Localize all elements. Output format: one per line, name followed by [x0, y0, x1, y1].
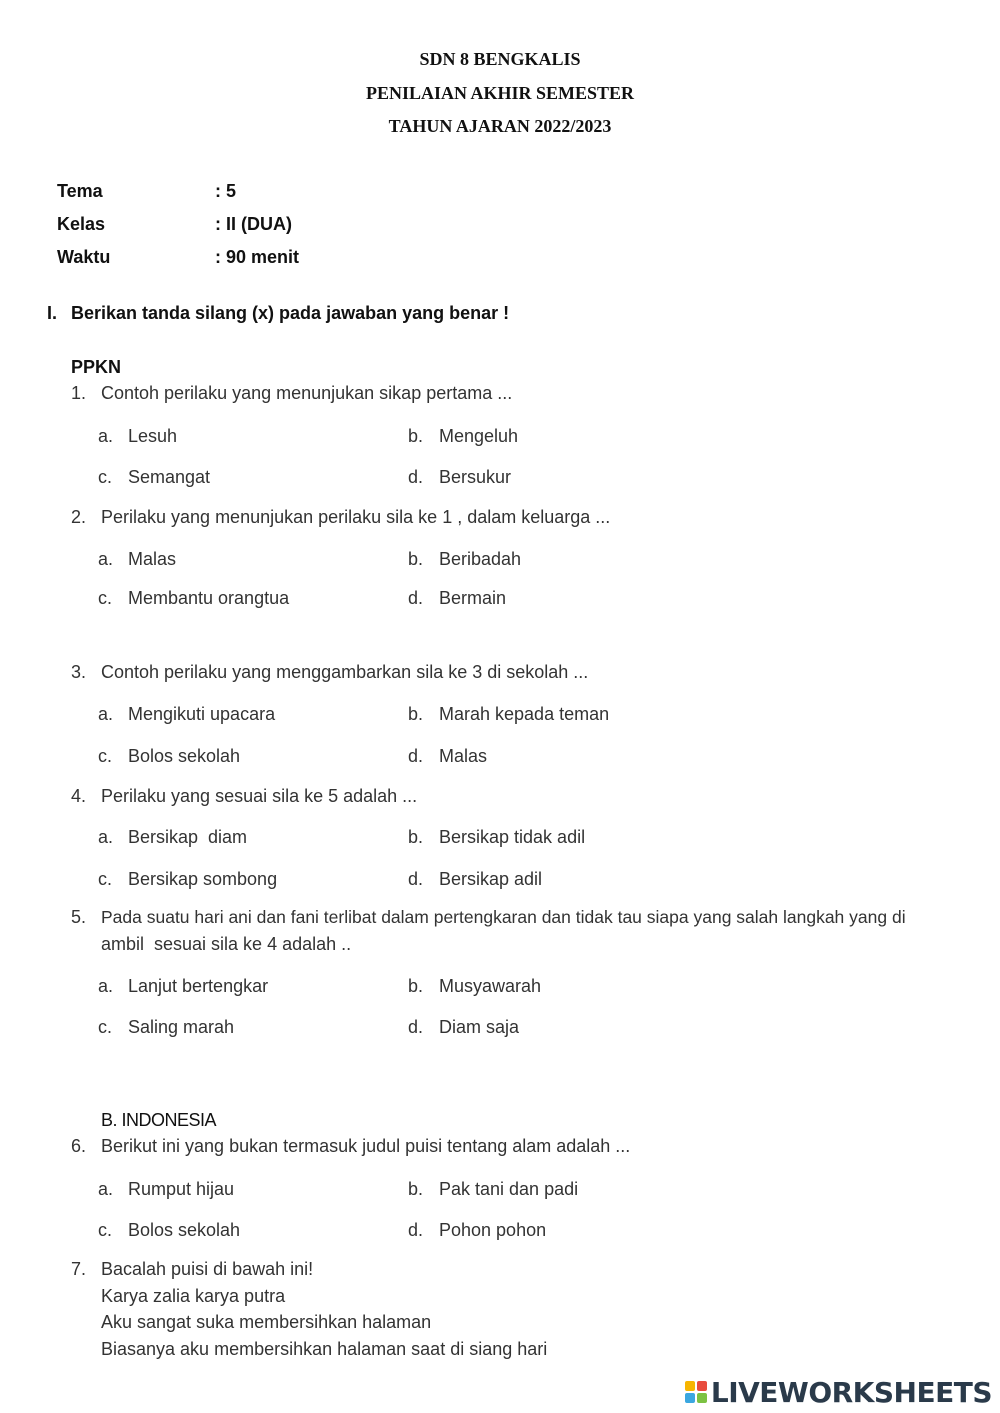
answer-option[interactable]: Malas — [439, 746, 488, 766]
section-instruction: Berikan tanda silang (x) pada jawaban yang benar ! — [71, 303, 510, 323]
answer-option[interactable]: Pohon pohon — [439, 1220, 547, 1240]
info-value-tema: : 5 — [215, 181, 237, 201]
option-letter: a. — [98, 1179, 114, 1199]
answer-option[interactable]: Bersukur — [439, 467, 512, 487]
question-text: Berikut ini yang bukan termasuk judul puisi tentang alam adalah ... — [101, 1136, 631, 1156]
option-letter: d. — [408, 588, 424, 608]
question-text: Contoh perilaku yang menunjukan sikap pertama ... — [101, 383, 513, 403]
info-value-waktu: : 90 menit — [215, 247, 300, 267]
answer-option[interactable]: Lanjut bertengkar — [128, 976, 269, 996]
question-text: Pada suatu hari ani dan fani terlibat dalam pertengkaran dan tidak tau siapa yang salah langkah yang di — [101, 907, 906, 927]
option-letter: a. — [98, 827, 114, 847]
option-letter: d. — [408, 1017, 424, 1037]
option-letter: c. — [98, 869, 113, 889]
answer-option[interactable]: Mengikuti upacara — [128, 704, 276, 724]
answer-option[interactable]: Bolos sekolah — [128, 746, 241, 766]
subject-heading-ppkn: PPKN — [71, 357, 122, 377]
answer-option[interactable]: Malas — [128, 549, 177, 569]
question-number: 2. — [71, 507, 87, 527]
poem-line: Aku sangat suka membersihkan halaman — [101, 1312, 432, 1332]
option-letter: c. — [98, 467, 113, 487]
question-number: 4. — [71, 786, 87, 806]
answer-option[interactable]: Pak tani dan padi — [439, 1179, 579, 1199]
answer-option[interactable]: Bersikap diam — [128, 827, 248, 847]
question-number: 1. — [71, 383, 87, 403]
answer-option[interactable]: Musyawarah — [439, 976, 542, 996]
option-letter: a. — [98, 549, 114, 569]
poem-line: Karya zalia karya putra — [101, 1286, 286, 1306]
question-text: Bacalah puisi di bawah ini! — [101, 1259, 314, 1279]
answer-option[interactable]: Marah kepada teman — [439, 704, 610, 724]
option-letter: a. — [98, 704, 114, 724]
answer-option[interactable]: Semangat — [128, 467, 211, 487]
subject-heading-bindo: B. INDONESIA — [101, 1110, 217, 1130]
school-year: TAHUN AJARAN 2022/2023 — [388, 116, 612, 136]
option-letter: d. — [408, 1220, 424, 1240]
watermark-text: LIVEWORKSHEETS — [710, 1375, 992, 1409]
question-text: Perilaku yang menunjukan perilaku sila ke 1 , dalam keluarga ... — [101, 507, 611, 527]
question-text-continued: ambil sesuai sila ke 4 adalah .. — [101, 934, 352, 954]
answer-option[interactable]: Bolos sekolah — [128, 1220, 241, 1240]
answer-option[interactable]: Bermain — [439, 588, 507, 608]
info-label-kelas: Kelas — [57, 214, 106, 234]
option-letter: d. — [408, 467, 424, 487]
question-number: 6. — [71, 1136, 87, 1156]
answer-option[interactable]: Mengeluh — [439, 426, 519, 446]
question-number: 7. — [71, 1259, 87, 1279]
info-value-kelas: : II (DUA) — [215, 214, 292, 234]
answer-option[interactable]: Beribadah — [439, 549, 522, 569]
answer-option[interactable]: Membantu orangtua — [128, 588, 290, 608]
section-number: I. — [47, 303, 58, 323]
option-letter: c. — [98, 588, 113, 608]
option-letter: d. — [408, 869, 424, 889]
question-number: 3. — [71, 662, 87, 682]
school-name: SDN 8 BENGKALIS — [419, 49, 581, 69]
option-letter: b. — [408, 827, 424, 847]
question-text: Perilaku yang sesuai sila ke 5 adalah ... — [101, 786, 418, 806]
option-letter: a. — [98, 426, 114, 446]
poem-line: Biasanya aku membersihkan halaman saat di siang hari — [101, 1339, 548, 1359]
option-letter: a. — [98, 976, 114, 996]
answer-option[interactable]: Bersikap tidak adil — [439, 827, 586, 847]
option-letter: b. — [408, 426, 424, 446]
exam-title: PENILAIAN AKHIR SEMESTER — [365, 83, 635, 103]
option-letter: c. — [98, 1017, 113, 1037]
liveworksheets-watermark[interactable] — [685, 1373, 992, 1411]
option-letter: d. — [408, 746, 424, 766]
option-letter: c. — [98, 1220, 113, 1240]
answer-option[interactable]: Rumput hijau — [128, 1179, 235, 1199]
answer-option[interactable]: Bersikap adil — [439, 869, 543, 889]
option-letter: b. — [408, 1179, 424, 1199]
question-number: 5. — [71, 907, 87, 927]
answer-option[interactable]: Bersikap sombong — [128, 869, 278, 889]
option-letter: b. — [408, 976, 424, 996]
info-label-waktu: Waktu — [57, 247, 111, 267]
option-letter: b. — [408, 549, 424, 569]
option-letter: c. — [98, 746, 113, 766]
liveworksheets-logo-icon — [685, 1381, 707, 1403]
answer-option[interactable]: Diam saja — [439, 1017, 520, 1037]
option-letter: b. — [408, 704, 424, 724]
answer-option[interactable]: Saling marah — [128, 1017, 235, 1037]
answer-option[interactable]: Lesuh — [128, 426, 178, 446]
info-label-tema: Tema — [57, 181, 103, 201]
question-text: Contoh perilaku yang menggambarkan sila ke 3 di sekolah ... — [101, 662, 589, 682]
